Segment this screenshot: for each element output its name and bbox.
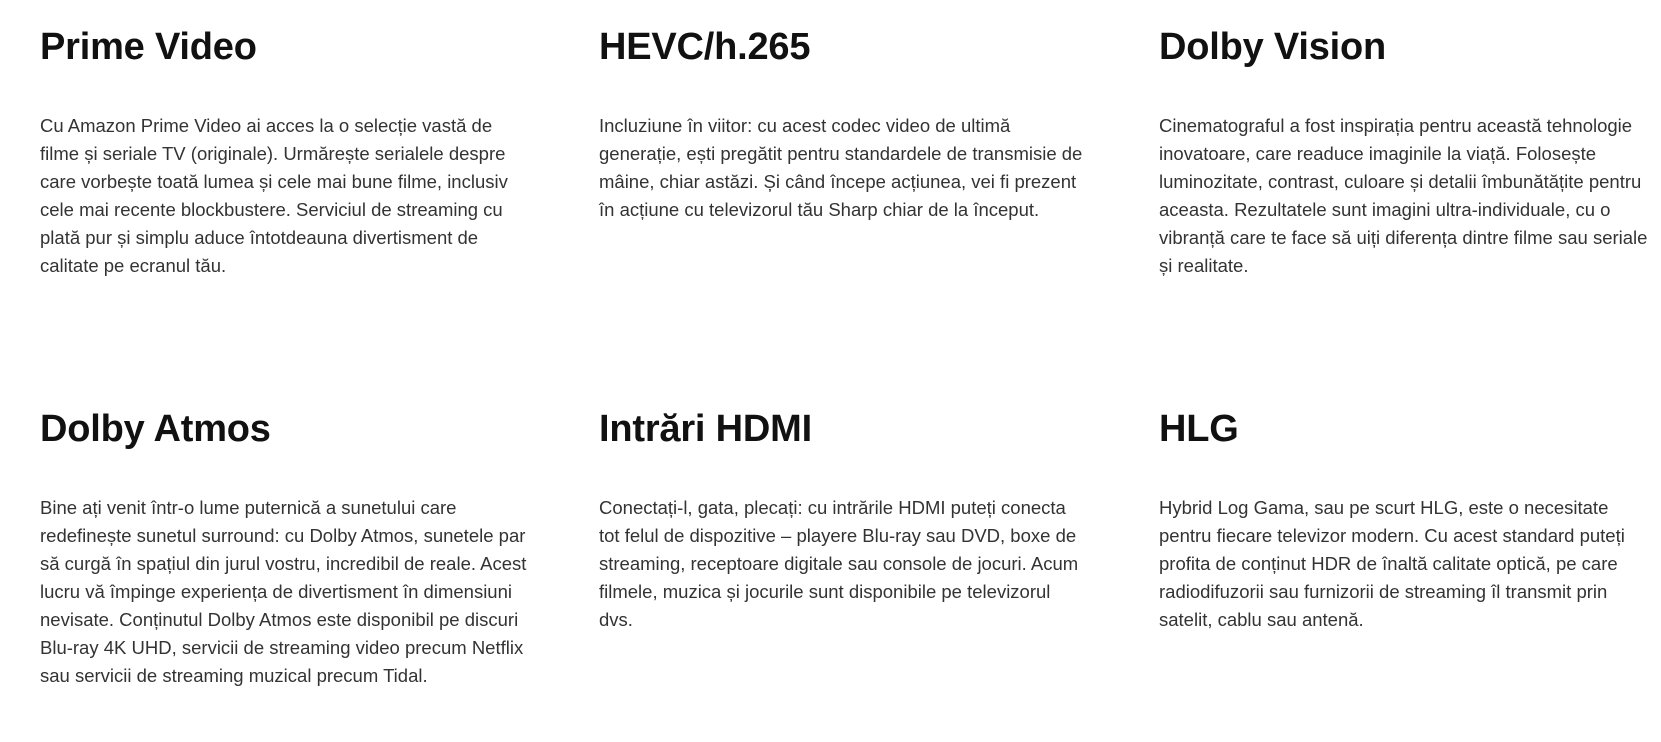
feature-title: Dolby Atmos [40, 408, 271, 450]
feature-dolby-vision [1159, 24, 1649, 280]
feature-description: Hybrid Log Gama, sau pe scurt HLG, este o necesitate pentru fiecare televizor modern. Cu acest standard puteți profita de conținut HDR de înaltă calitate optică, pe care radiodifuzorii sau furnizorii de streaming îl transmit prin satelit, cablu sau antenă. [1159, 497, 1625, 630]
feature-description: Conectați-l, gata, plecați: cu intrările HDMI puteți conecta tot felul de dispozitive – playere Blu-ray sau DVD, boxe de streaming, receptoare digitale sau console de jocuri. Acum filmele, muzica și jocurile sunt disponibile pe televizorul dvs. [599, 497, 1079, 630]
feature-description: Incluziune în viitor: cu acest codec video de ultimă generație, ești pregătit pentru standardele de transmisie de mâine, chiar astăzi. Și când începe acțiunea, vei fi prezent în acțiune cu televizorul tău Sharp chiar de la început. [599, 115, 1083, 220]
feature-description: Bine ați venit într-o lume puternică a sunetului care redefinește sunetul surround: cu Dolby Atmos, sunetele par să curgă în spațiul din jurul vostru, incredibil de reale. Acest lucru vă împinge experiența de divertisment în dimensiuni nevisate. Conținutul Dolby Atmos este disponibil pe discuri Blu-ray 4K UHD, servicii de streaming video precum Netflix sau servicii de streaming muzical precum Tidal. [40, 497, 527, 686]
feature-title: Intrări HDMI [599, 408, 812, 450]
feature-hdmi-inputs [599, 406, 1089, 634]
feature-title: Dolby Vision [1159, 26, 1387, 68]
feature-title: HEVC/h.265 [599, 26, 811, 68]
feature-dolby-atmos [40, 406, 530, 690]
feature-hevc [599, 24, 1089, 224]
feature-hlg [1159, 406, 1649, 634]
feature-prime-video [40, 24, 530, 280]
feature-description: Cinematograful a fost inspirația pentru această tehnologie inovatoare, care readuce imaginile la viață. Folosește luminozitate, contrast, culoare și detalii îmbunătățite pentru aceasta. Rezultatele sunt imagini ultra-individuale, cu o vibranță care te face să uiți diferența dintre filme sau seriale și realitate. [1159, 115, 1648, 276]
feature-description: Cu Amazon Prime Video ai acces la o selecție vastă de filme și seriale TV (originale). Urmărește serialele despre care vorbește toată lumea și cele mai bune filme, inclusiv cele mai recente blockbustere. Serviciul de streaming cu plată pur și simplu aduce întotdeauna divertisment de calitate pe ecranul tău. [40, 115, 508, 276]
feature-title: Prime Video [40, 26, 257, 68]
feature-title: HLG [1159, 408, 1239, 450]
